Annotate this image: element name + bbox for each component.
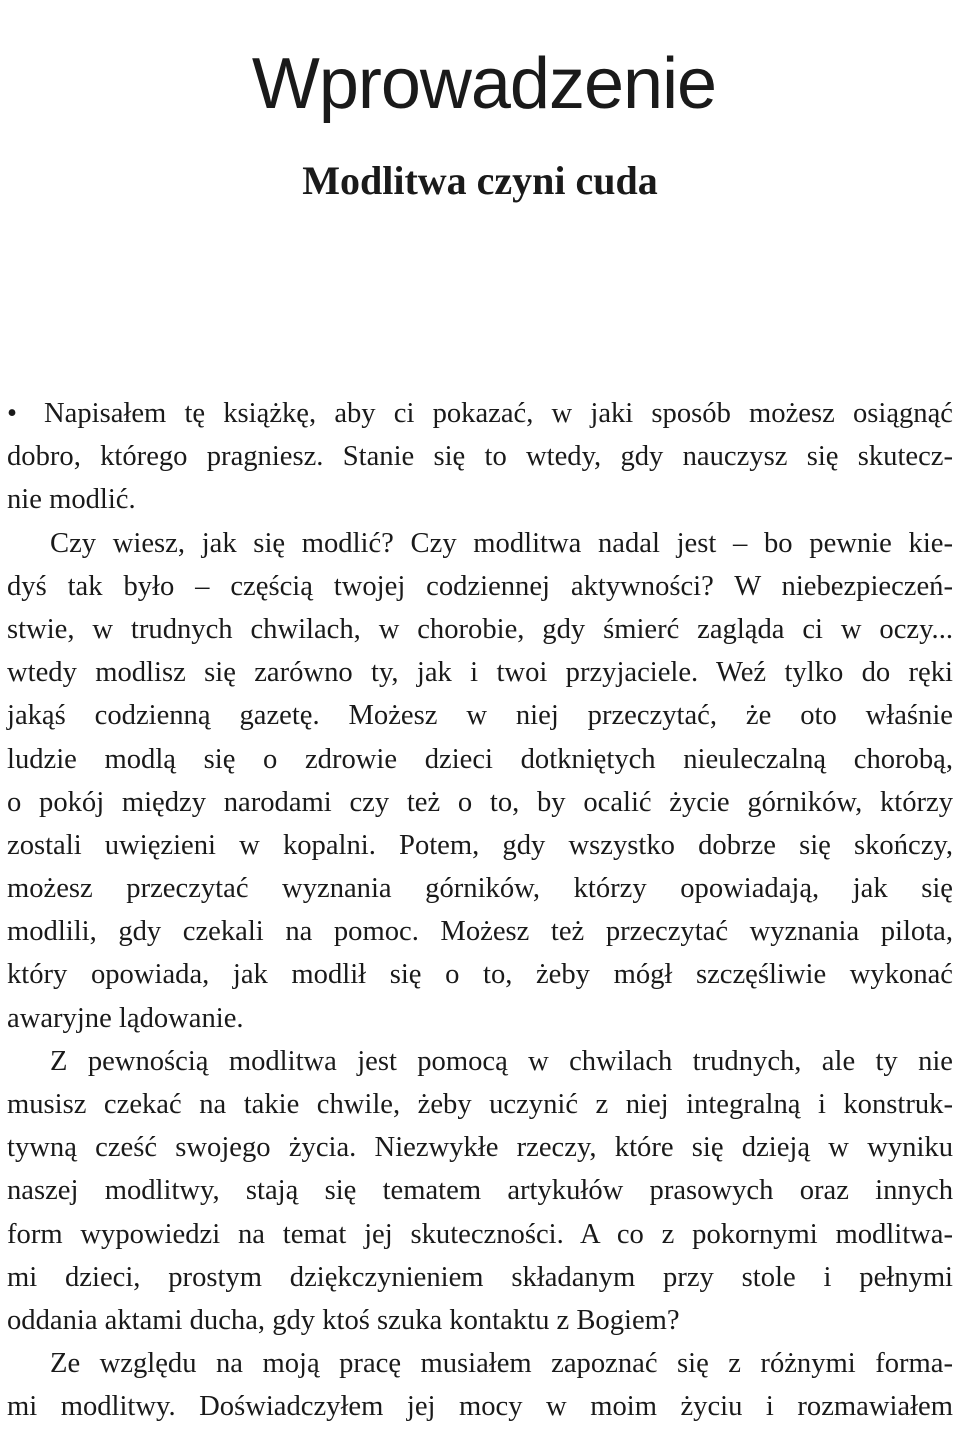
bullet-icon: • (7, 398, 18, 429)
text-line: form wypowiedzi na temat jej skuteczności. A co z pokornymi modlitwa- (7, 1218, 953, 1250)
text-line: nie modlić. (7, 484, 136, 516)
text-line: jakąś codzienną gazetę. Możesz w niej przeczytać, że oto właśnie (7, 700, 953, 732)
text-line: Z pewnością modlitwa jest pomocą w chwilach trudnych, ale ty nie (50, 1045, 953, 1077)
text-line: mi dzieci, prostym dziękczynieniem składanym przy stole i pełnymi (7, 1261, 953, 1293)
text-line: możesz przeczytać wyznania górników, którzy opowiadają, jak się (7, 873, 953, 905)
text-line: mi modlitwy. Doświadczyłem jej mocy w moim życiu i rozmawiałem (7, 1391, 953, 1423)
text-line: awaryjne lądowanie. (7, 1002, 244, 1034)
text-line: Ze względu na moją pracę musiałem zapoznać się z różnymi forma- (50, 1348, 953, 1380)
text-line: stwie, w trudnych chwilach, w chorobie, gdy śmierć zagląda ci w oczy... (7, 613, 953, 645)
text-line-content: Napisałem tę książkę, aby ci pokazać, w jaki sposób możesz osiągnąć (44, 398, 953, 429)
text-line: wtedy modlisz się zarówno ty, jak i twoi przyjaciele. Weź tylko do ręki (7, 657, 953, 689)
text-line: ludzie modlą się o zdrowie dzieci dotkniętych nieuleczalną chorobą, (7, 743, 953, 775)
chapter-title: Wprowadzenie (251, 44, 717, 125)
text-line: oddania aktami ducha, gdy ktoś szuka kontaktu z Bogiem? (7, 1304, 680, 1336)
text-line: musisz czekać na takie chwile, żeby uczynić z niej integralną i konstruk- (7, 1089, 953, 1120)
text-line: o pokój między narodami czy też o to, by ocalić życie górników, którzy (7, 786, 953, 818)
text-line: tywną cześć swojego życia. Niezwykłe rzeczy, które się dzieją w wyniku (7, 1132, 953, 1164)
text-line: który opowiada, jak modlił się o to, żeby mógł szczęśliwie wykonać (7, 959, 953, 991)
text-line: dyś tak było – częścią twojej codziennej aktywności? W niebezpieczeń- (7, 570, 953, 602)
text-line: modlili, gdy czekali na pomoc. Możesz też przeczytać wyznania pilota, (7, 916, 953, 948)
text-line: dobro, którego pragniesz. Stanie się to wtedy, gdy nauczysz się skutecz- (7, 441, 953, 473)
section-title: Modlitwa czyni cuda (302, 158, 658, 204)
text-line: Czy wiesz, jak się modlić? Czy modlitwa nadal jest – bo pewnie kie- (50, 527, 953, 559)
text-line: naszej modlitwy, stają się tematem artykułów prasowych oraz innych (7, 1175, 953, 1207)
text-line (7, 392, 953, 435)
text-line: zostali uwięzieni w kopalni. Potem, gdy wszystko dobrze się skończy, (7, 829, 953, 861)
body-text (7, 392, 953, 1429)
